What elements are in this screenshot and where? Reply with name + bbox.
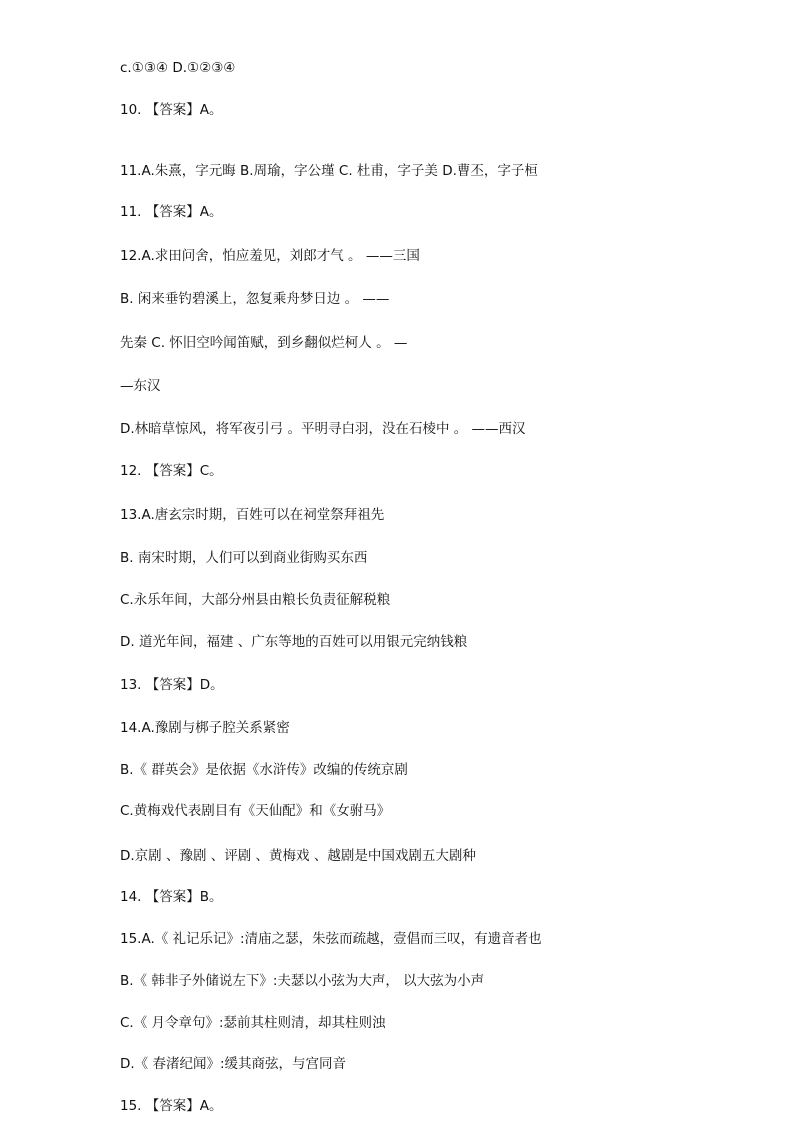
question-line-15b: B.《 韩非子外储说左下》:夫瑟以小弦为大声， 以大弦为小声 — [120, 973, 485, 989]
answer-line-13: 13. 【答案】D。 — [120, 677, 224, 693]
question-line-13b: B. 南宋时期，人们可以到商业街购买东西 — [120, 550, 368, 566]
question-line-13c: C.永乐年间，大部分州县由粮长负责征解税粮 — [120, 592, 391, 608]
answer-line-12: 12. 【答案】C。 — [120, 463, 223, 479]
answer-line-11: 11. 【答案】A。 — [120, 204, 223, 220]
question-line-15d: D.《 春渚纪闻》:缓其商弦，与宫同音 — [120, 1056, 347, 1072]
question-line-14d: D.京剧 、豫剧 、评剧 、黄梅戏 、越剧是中国戏剧五大剧种 — [120, 848, 476, 864]
question-line-13a: 13.A.唐玄宗时期，百姓可以在祠堂祭拜祖先 — [120, 507, 385, 523]
question-line-12d: D.林暗草惊风，将军夜引弓 。平明寻白羽，没在石棱中 。 ——西汉 — [120, 421, 526, 437]
option-line-9cd: c.①③④ D.①②③④ — [120, 60, 236, 76]
question-line-11: 11.A.朱熹，字元晦 B.周瑜，字公瑾 C. 杜甫，字子美 D.曹丕，字子桓 — [120, 163, 538, 179]
question-line-12b: B. 闲来垂钓碧溪上，忽复乘舟梦日边 。 —— — [120, 291, 390, 307]
question-line-12a: 12.A.求田问舍，怕应羞见，刘郎才气 。 ——三国 — [120, 248, 420, 264]
question-line-12c: 先秦 C. 怀旧空吟闻笛赋，到乡翻似烂柯人 。 — — [120, 335, 408, 351]
answer-line-10: 10. 【答案】A。 — [120, 102, 223, 118]
question-line-15a: 15.A.《 礼记乐记》:清庙之瑟，朱弦而疏越，壹倡而三叹，有遗音者也 — [120, 931, 542, 947]
question-line-14b: B.《 群英会》是依据《水浒传》改编的传统京剧 — [120, 762, 408, 778]
answer-line-15: 15. 【答案】A。 — [120, 1098, 223, 1114]
answer-line-14: 14. 【答案】B。 — [120, 889, 223, 905]
question-line-13d: D. 道光年间，福建 、广东等地的百姓可以用银元完纳钱粮 — [120, 634, 468, 650]
question-line-12c-cont: —东汉 — [120, 378, 161, 394]
question-line-14a: 14.A.豫剧与梆子腔关系紧密 — [120, 720, 290, 736]
question-line-15c: C.《 月令章句》:瑟前其柱则清，却其柱则浊 — [120, 1015, 386, 1031]
question-line-14c: C.黄梅戏代表剧目有《天仙配》和《女驸马》 — [120, 803, 391, 819]
